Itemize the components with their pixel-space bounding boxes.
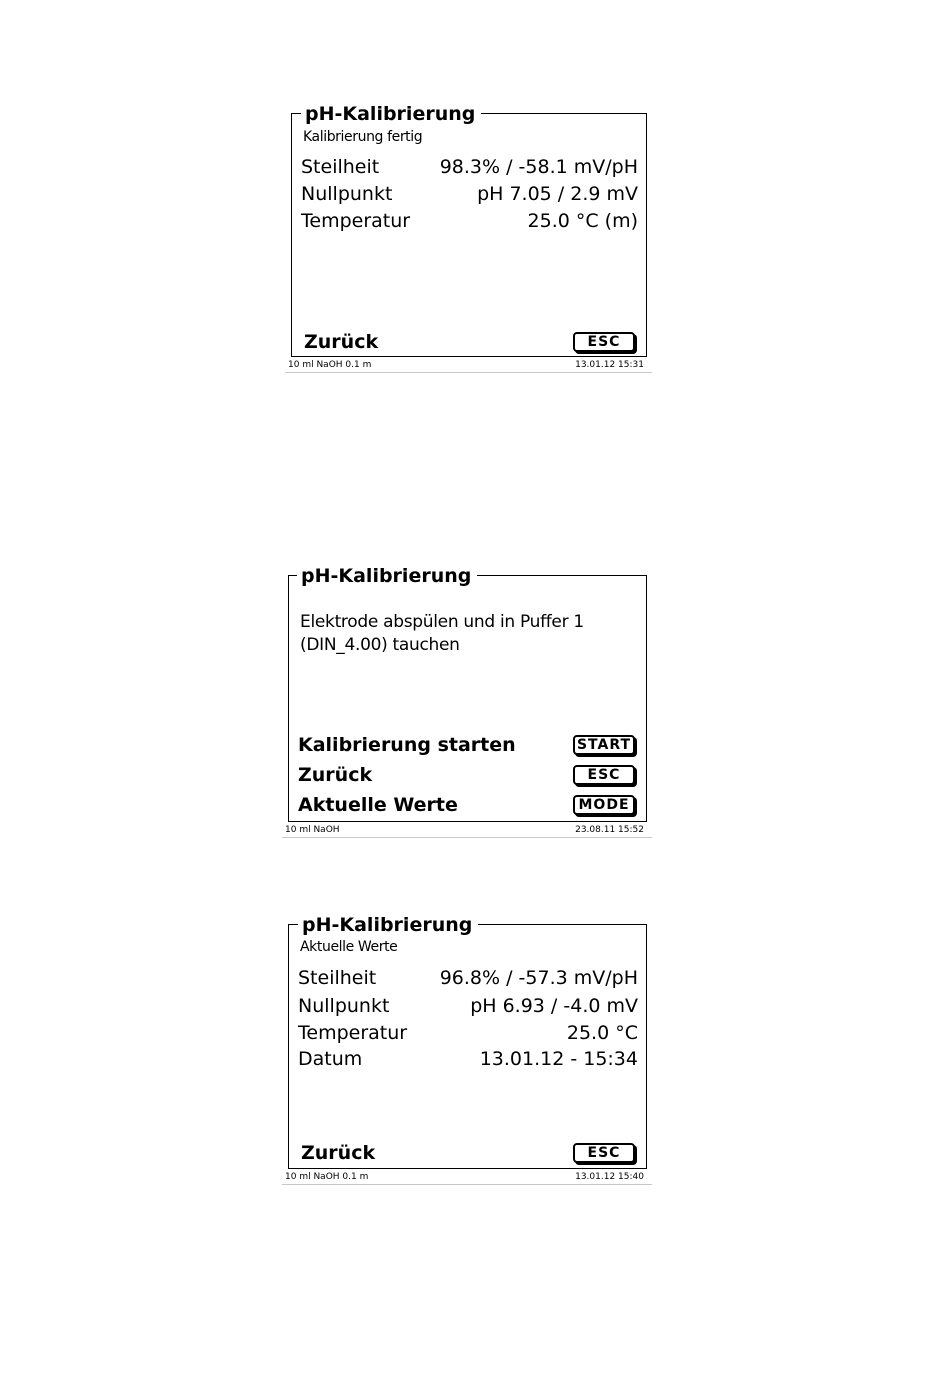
dialog-title: pH-Kalibrierung: [298, 914, 478, 936]
row-value: 25.0 °C: [566, 1022, 638, 1044]
row-steilheit: [298, 965, 638, 991]
dialog-frame: [288, 914, 647, 1169]
row-label: Steilheit: [301, 156, 380, 178]
screen-calibration-start: [285, 565, 647, 838]
dialog-frame: [291, 103, 647, 357]
dialog-subtitle: Aktuelle Werte: [300, 939, 398, 955]
row-label: Nullpunkt: [298, 995, 390, 1017]
row-value: pH 7.05 / 2.9 mV: [477, 183, 638, 205]
current-values-label: Aktuelle Werte: [298, 794, 458, 816]
status-datetime: 23.08.11 15:52: [575, 825, 644, 835]
row-value: 98.3% / -58.1 mV/pH: [439, 156, 638, 178]
dialog-title: pH-Kalibrierung: [297, 565, 477, 587]
status-datetime: 13.01.12 15:31: [575, 360, 644, 370]
dialog-subtitle: Kalibrierung fertig: [303, 129, 423, 145]
screen-current-values: [285, 914, 647, 1185]
status-bar: [282, 823, 652, 838]
instruction-line-2: (DIN_4.00) tauchen: [300, 635, 460, 655]
row-temperatur: [301, 208, 638, 234]
row-temperatur: [298, 1020, 638, 1046]
row-value: 13.01.12 - 15:34: [479, 1048, 638, 1070]
mode-key-button[interactable]: MODE: [573, 795, 635, 815]
row-label: Temperatur: [301, 210, 411, 232]
status-datetime: 13.01.12 15:40: [575, 1172, 644, 1182]
screen-calibration-finished: [288, 103, 647, 373]
esc-key-button[interactable]: ESC: [573, 765, 635, 785]
status-method: 10 ml NaOH 0.1 m: [288, 360, 372, 370]
esc-key-button[interactable]: ESC: [573, 1143, 635, 1163]
row-nullpunkt: [301, 181, 638, 207]
instruction-line-1: Elektrode abspülen und in Puffer 1: [300, 612, 584, 632]
row-value: 25.0 °C (m): [527, 210, 638, 232]
status-bar: [282, 1170, 652, 1185]
row-label: Nullpunkt: [301, 183, 393, 205]
back-label: Zurück: [304, 331, 379, 353]
row-value: 96.8% / -57.3 mV/pH: [439, 967, 638, 989]
start-key-button[interactable]: START: [573, 735, 635, 755]
back-label: Zurück: [301, 1142, 376, 1164]
back-label: Zurück: [298, 764, 373, 786]
status-bar: [285, 358, 652, 373]
status-method: 10 ml NaOH: [285, 825, 340, 835]
status-method: 10 ml NaOH 0.1 m: [285, 1172, 369, 1182]
row-label: Datum: [298, 1048, 363, 1070]
esc-key-button[interactable]: ESC: [573, 332, 635, 352]
start-calibration-label: Kalibrierung starten: [298, 734, 516, 756]
dialog-title: pH-Kalibrierung: [301, 103, 481, 125]
row-steilheit: [301, 154, 638, 180]
row-label: Steilheit: [298, 967, 377, 989]
row-datum: [298, 1046, 638, 1072]
row-nullpunkt: [298, 993, 638, 1019]
row-value: pH 6.93 / -4.0 mV: [470, 995, 638, 1017]
dialog-frame: [288, 565, 647, 822]
row-label: Temperatur: [298, 1022, 408, 1044]
